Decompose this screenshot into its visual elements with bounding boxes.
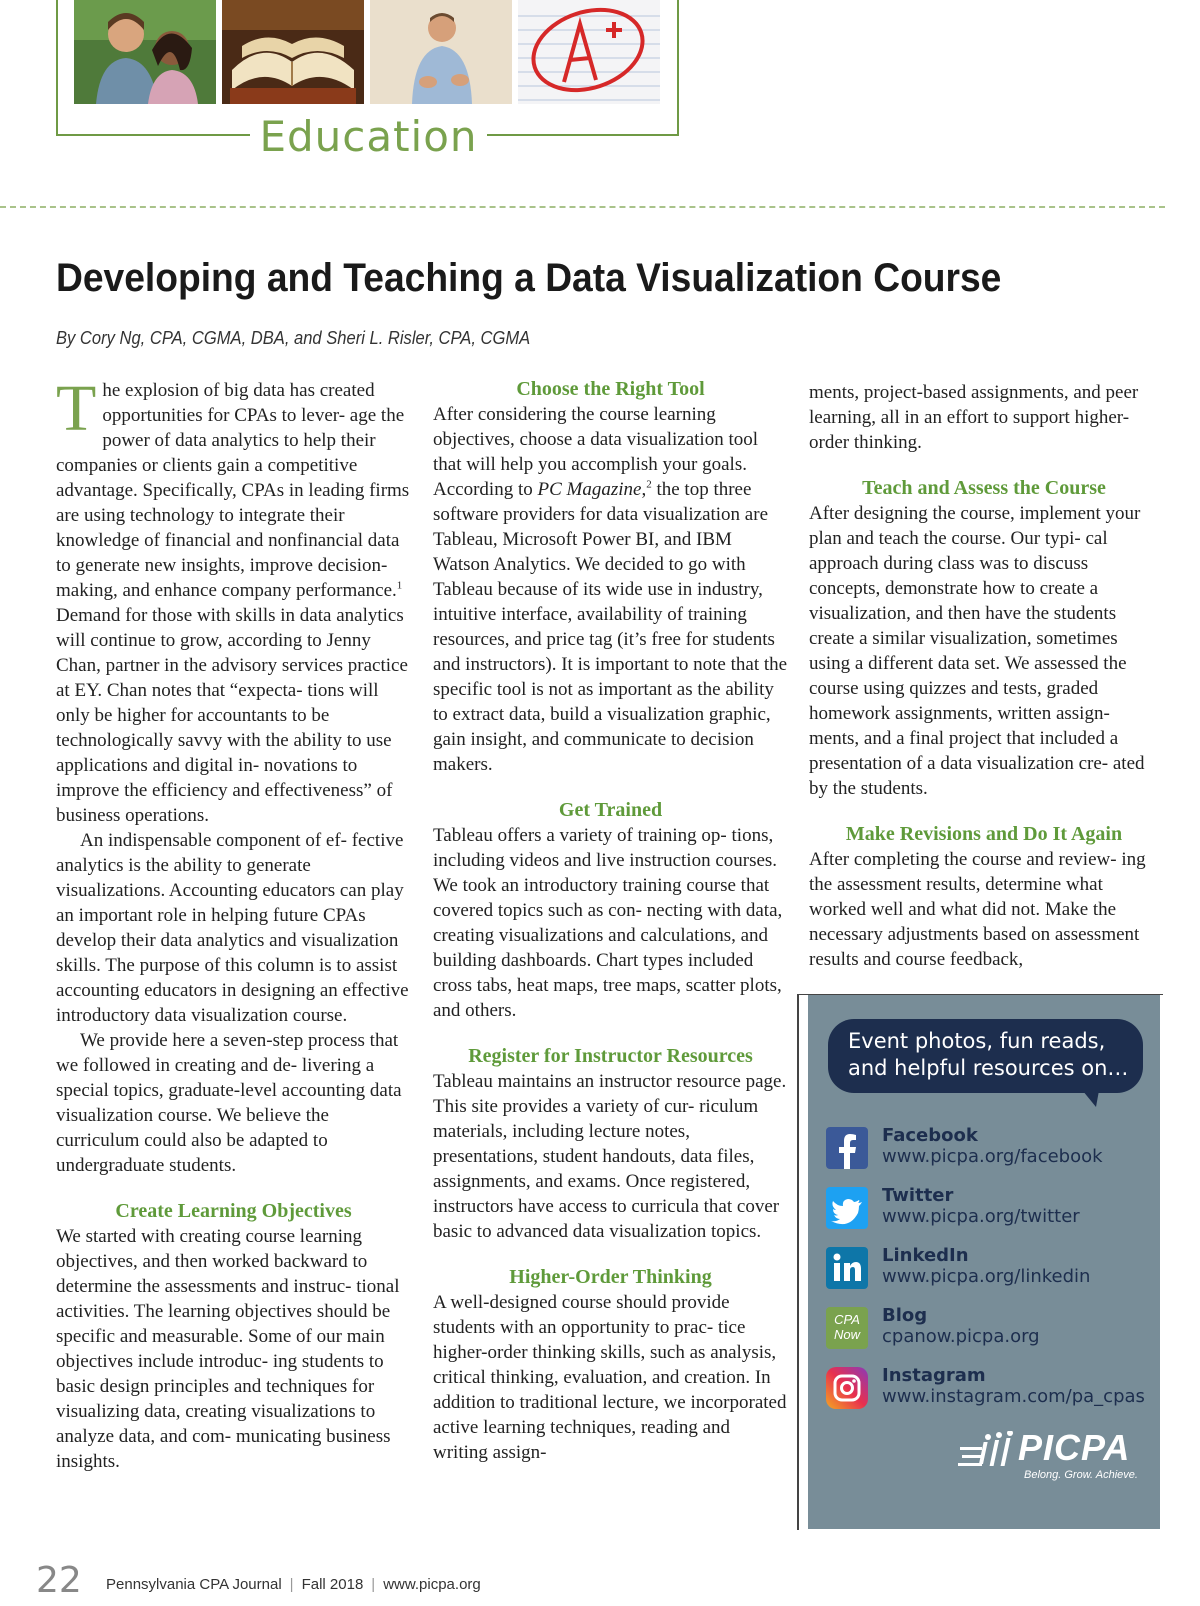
publication-name: PC Magazine [537, 479, 642, 500]
section-title: Education [259, 112, 478, 161]
body-paragraph: A well-designed course should provide students with an opportunity to prac- tice higher-order thinking skills, such as analysis, critical thinking, evaluation, and creation. In addition to traditional lecture, we incorporated active learning techniques, reading and writing assign- [433, 1292, 787, 1463]
linkedin-icon [826, 1247, 868, 1289]
section-divider [0, 206, 1165, 208]
subhead-higher-order: Higher-Order Thinking [509, 1266, 712, 1288]
subhead-choose-tool: Choose the Right Tool [516, 378, 705, 400]
teacher-photo [370, 0, 512, 104]
subhead-get-trained: Get Trained [558, 799, 663, 821]
instagram-icon [826, 1367, 868, 1409]
body-paragraph: Tableau offers a variety of training op- tions, including videos and live instruction courses. We took an introductory training course that covered topics such as con- necting with data, creating visualizations and calculations, and building dashboards. Chart types included cross tabs, heat maps, tree maps, scatter plots, and others. [433, 825, 783, 1021]
social-url[interactable]: www.picpa.org/facebook [882, 1146, 1103, 1167]
page-number: 22 [36, 1560, 82, 1601]
social-name: Twitter [882, 1185, 954, 1206]
subhead-revisions: Make Revisions and Do It Again [845, 823, 1123, 845]
social-name: Instagram [882, 1365, 986, 1386]
subhead-teach-assess: Teach and Assess the Course [862, 477, 1106, 499]
social-url[interactable]: www.picpa.org/twitter [882, 1206, 1080, 1227]
social-box [808, 995, 1160, 1529]
body-paragraph: We started with creating course learning objectives, and then worked backward to determine the assessments and instruc- tional activities. The learning objectives should be specific and measurable. Some of our main objectives include introduc- ing students to basic design principles and techniques for visualizing data, creating visualizations to analyze data, and com- municating business insights. [56, 1226, 400, 1472]
picpa-figures-icon [958, 1431, 1020, 1471]
social-url[interactable]: cpanow.picpa.org [882, 1326, 1040, 1347]
social-name: Facebook [882, 1125, 978, 1146]
picpa-tagline: Belong. Grow. Achieve. [1024, 1469, 1138, 1481]
drop-cap: T [56, 372, 97, 445]
issue-date: Fall 2018 [301, 1576, 364, 1593]
body-paragraph: After completing the course and review- ing the assessment results, determine what worked well and what did not. Make the necessary adjustments based on assessment results and course feedback, [809, 849, 1146, 970]
body-paragraph: ments, project-based assignments, and peer learning, all in an effort to support higher-order thinking. [809, 382, 1139, 453]
article-title: Developing and Teaching a Data Visualization Course [56, 256, 1002, 300]
section-frame-left [56, 0, 58, 136]
section-frame-right [677, 0, 679, 136]
students-photo [74, 0, 216, 104]
column-3 [809, 380, 1159, 972]
speech-bubble-tail [1078, 1085, 1100, 1107]
page-footer: Pennsylvania CPA Journal | Fall 2018 | www.picpa.org [106, 1576, 481, 1593]
social-name: Blog [882, 1305, 928, 1326]
books-photo [222, 0, 364, 104]
subhead-instructor-resources: Register for Instructor Resources [468, 1045, 753, 1067]
cpa-now-icon: CPA Now [826, 1307, 868, 1349]
social-url[interactable]: www.instagram.com/pa_cpas [882, 1386, 1145, 1407]
picpa-wordmark: PICPA [1018, 1427, 1131, 1468]
facebook-icon [826, 1127, 868, 1169]
body-paragraph: After designing the course, implement your plan and teach the course. Our typi- cal approach during class was to discuss concepts, demonstrate how to create a visualization, and then have the students create a similar visualization, sometimes using a different data set. We assessed the course using quizzes and tests, graded homework assignments, written assign- ments, and a final project that included a presentation of a data visualization cre- ated by the students. [809, 503, 1145, 799]
social-name: LinkedIn [882, 1245, 969, 1266]
body-paragraph: Tableau maintains an instructor resource page. This site provides a variety of cur- riculum materials, including lecture notes, presentations, student handouts, data files, assignments, and exams. Once registered, instructors have access to curricula that cover basic to advanced data visualization topics. [433, 1071, 787, 1242]
article-byline: By Cory Ng, CPA, CGMA, DBA, and Sheri L. Risler, CPA, CGMA [56, 328, 531, 348]
speech-bubble [828, 1019, 1143, 1093]
picpa-logo [958, 1427, 1143, 1487]
column-2 [433, 376, 788, 1465]
body-paragraph: We provide here a seven-step process that we followed in creating and de- livering a special topics, graduate-level accounting data visualization course. We believe the curriculum could also be adapted to undergraduate students. [56, 1030, 402, 1176]
footer-website[interactable]: www.picpa.org [383, 1576, 481, 1593]
twitter-icon [826, 1187, 868, 1229]
section-frame-bottom-left [56, 134, 250, 136]
footnote-ref-1: 1 [396, 579, 403, 592]
footnote-ref-2: 2 [646, 478, 652, 491]
subhead-learning-objectives: Create Learning Objectives [115, 1200, 352, 1222]
body-paragraph: After considering the course learning objectives, choose a data visualization tool that will help you accomplish your goals. According to PC Magazine,$^2$ the top three software providers for data visualization are Tableau, Microsoft Power BI, and IBM Watson Analytics. We decided to go with Tableau because of its wide use in industry, intuitive interface, availability of training resources, and price tag (it’s free for students and instructors). It is important to note that the specific tool is not as important as the ability to extract data, build a visualization graphic, gain insight, and communicate to decision makers. [433, 404, 788, 775]
social-url[interactable]: www.picpa.org/linkedin [882, 1266, 1091, 1287]
bubble-text: Event photos, fun reads, and helpful resources on… [848, 1029, 1129, 1080]
section-frame-bottom-right [487, 134, 679, 136]
intro-paragraph: The explosion of big data has created opportunities for CPAs to lever- age the power of data analytics to help their companies or clients gain a competitive advantage. Specifically, CPAs in leading firms are using technology to integrate their knowledge of financial and nonfinancial data to generate new insights, improve decision-making, and enhance company performance.$^1$ Demand for those with skills in data analytics will continue to grow, according to Jenny Chan, partner in the advisory services practice at EY. Chan notes that “expecta- tions will only be higher for accountants to be technologically savvy with the ability to use applications and digital in- novations to improve the efficiency and effectiveness” of business operations. [56, 372, 410, 826]
journal-name: Pennsylvania CPA Journal [106, 1576, 282, 1593]
column-1 [56, 372, 411, 1474]
body-paragraph: An indispensable component of ef- fective analytics is the ability to generate visualizations. Accounting educators can play an important role in helping future CPAs develop their data analytics and visualization skills. The purpose of this column is to assist accounting educators in designing an effective introductory data visualization course. [56, 830, 409, 1026]
grade-photo [518, 0, 660, 104]
